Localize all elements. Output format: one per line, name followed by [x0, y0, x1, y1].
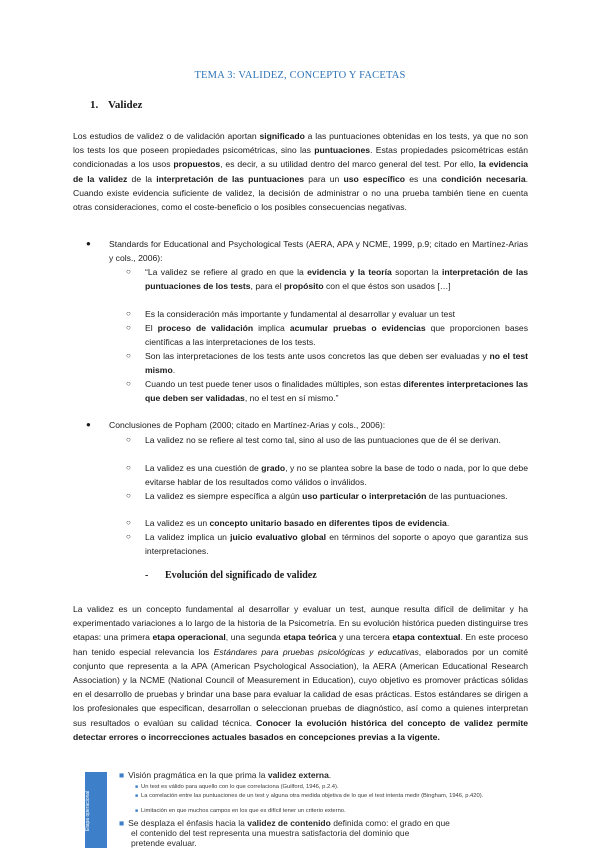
popham-item-5: ○ La validez implica un juicio evaluativo global en términos del soporte o apoyo que garantiza sus interpretaciones.	[126, 532, 528, 557]
figure-line-4: pretende evaluar.	[131, 838, 197, 848]
circle-bullet-icon: ○	[126, 532, 131, 541]
popham-item-3: ○ La validez es siempre específica a algún uso particular o interpretación de las puntuaciones.	[126, 489, 528, 503]
circle-bullet-icon: ○	[126, 463, 131, 472]
circle-bullet-icon: ○	[126, 379, 131, 388]
evolution-figure	[85, 768, 515, 848]
square-bullet-icon: ■	[135, 793, 139, 799]
standards-item-1: ○ “La validez se refiere al grado en que la evidencia y la teoría soportan la interpretación de las puntuaciones de los tests, para el propósito con el que éstos son usados […]	[126, 267, 529, 292]
section-title: Validez	[108, 99, 143, 111]
square-bullet-icon: ■	[135, 808, 139, 814]
popham-item-4: ○ La validez es un concepto unitario basado en diferentes tipos de evidencia.	[126, 516, 528, 530]
standards-item-3: ○ El proceso de validación implica acumular pruebas o evidencias que proporcionen bases científicas a las interpretaciones de los tests.	[126, 323, 528, 348]
circle-bullet-icon: ○	[126, 323, 131, 332]
bullet-popham	[86, 418, 528, 432]
square-bullet-icon: ■	[119, 770, 125, 780]
figure-subline-2: ■ La correlación entre las puntuaciones de un test y alguna otra medida objetiva de lo que el test intenta medir (Bingham, 1946, p.420).	[135, 793, 484, 799]
standards-item-2: ○ Es la consideración más importante y fundamental al desarrollar y evaluar un test	[126, 307, 528, 321]
bullet-icon: ●	[86, 239, 91, 248]
intro-paragraph: Los estudios de validez o de validación aportan significado a las puntuaciones obtenidas en los tests, ya que no son los tests los que poseen propiedades psicométricas, sino las puntuaciones. Estas propiedades psicométricas están condicionadas a los usos propuestos, es decir, a su utilidad dentro del marco general del test. Por ello, la evidencia de la validez de la interpretación de las puntuaciones para un uso específico es una condición necesaria. Cuando existe evidencia suficiente de validez, la decisión de administrar o no una prueba también tiene en cuenta otras consideraciones, como el coste-beneficio o los posibles consecuencias negativas.	[73, 131, 528, 213]
figure-line-3: el contenido del test representa una muestra satisfactoria del dominio que	[131, 828, 410, 838]
page-title: TEMA 3: VALIDEZ, CONCEPTO Y FACETAS	[194, 70, 406, 81]
circle-bullet-icon: ○	[126, 309, 131, 318]
evolution-paragraph: La validez es un concepto fundamental al desarrollar y evaluar un test, aunque resulta difícil de delimitar y ha experimentado variaciones a lo largo de la historia de la Psicometría. En su evolución histórica pueden distinguirse tres etapas: una primera etapa operacional, una segunda etapa teórica y una tercera etapa contextual. En este proceso han tenido especial relevancia los Estándares para pruebas psicológicas y educativas, elaborados por un comité conjunto que representa a la APA (American Psychological Association), la AERA (American Educational Research Association) y la NCME (National Council of Measurement in Education), cuyo objetivo es promover prácticas sólidas en el desarrollo de pruebas y brindar una base para evaluar la calidad de esas prácticas. Estos estándares se dirigen a los profesionales que especifican, desarrollan o seleccionan pruebas de diagnóstico, así como a quienes interpretan sus resultados o evalúan su calidad técnica. Conocer la evolución histórica del concepto de validez permite detectar errores o incorrecciones actuales basados en concepciones previas a la vigente.	[73, 604, 528, 742]
bullet-icon: ●	[86, 420, 91, 429]
section-heading-validez	[90, 99, 142, 111]
bullet-text: Standards for Educational and Psychological Tests (AERA, APA y NCME, 1999, p.9; citado en Martínez-Arias y cols., 2006):	[109, 239, 528, 264]
figure-line-2: ■ Se desplaza el énfasis hacia la validez de contenido definida como: el grado en que	[119, 818, 450, 828]
popham-item-1: ○ La validez no se refiere al test como tal, sino al uso de las puntuaciones que de él se derivan.	[126, 433, 528, 447]
section-number: 1.	[90, 99, 99, 111]
figure-subline-1: ■ Un test es válido para aquello con lo que correlaciona (Guilford, 1946, p.2.4).	[135, 784, 339, 790]
figure-subline-3: ■ Limitación en que muchos campos en los que es difícil tener un criterio externo.	[135, 808, 346, 814]
square-bullet-icon: ■	[119, 818, 125, 828]
standards-item-5: ○ Cuando un test puede tener usos o finalidades múltiples, son estas diferentes interpretaciones las que deben ser validadas, no el test en sí mismo.”	[126, 379, 528, 404]
circle-bullet-icon: ○	[126, 518, 131, 527]
circle-bullet-icon: ○	[126, 491, 131, 500]
bullet-standards	[86, 237, 528, 265]
subsection-heading-evolucion: - Evolución del significado de validez	[145, 570, 317, 581]
popham-item-2: ○ La validez es una cuestión de grado, y no se plantea sobre la base de todo o nada, por lo que debe evitarse hablar de los resultados como válidos o inválidos.	[126, 463, 528, 488]
square-bullet-icon: ■	[135, 784, 139, 790]
circle-bullet-icon: ○	[126, 267, 131, 276]
figure-line-1: ■ Visión pragmática en la que prima la validez externa.	[119, 770, 332, 780]
bullet-text: Conclusiones de Popham (2000; citado en Martínez-Arias y cols., 2006):	[109, 420, 386, 430]
circle-bullet-icon: ○	[126, 435, 131, 444]
stage-arrow-label: Etapa operacional	[85, 790, 91, 832]
circle-bullet-icon: ○	[126, 351, 131, 360]
standards-item-4: ○ Son las interpretaciones de los tests ante usos concretos las que deben ser evaluadas y no el test mismo.	[126, 351, 528, 376]
